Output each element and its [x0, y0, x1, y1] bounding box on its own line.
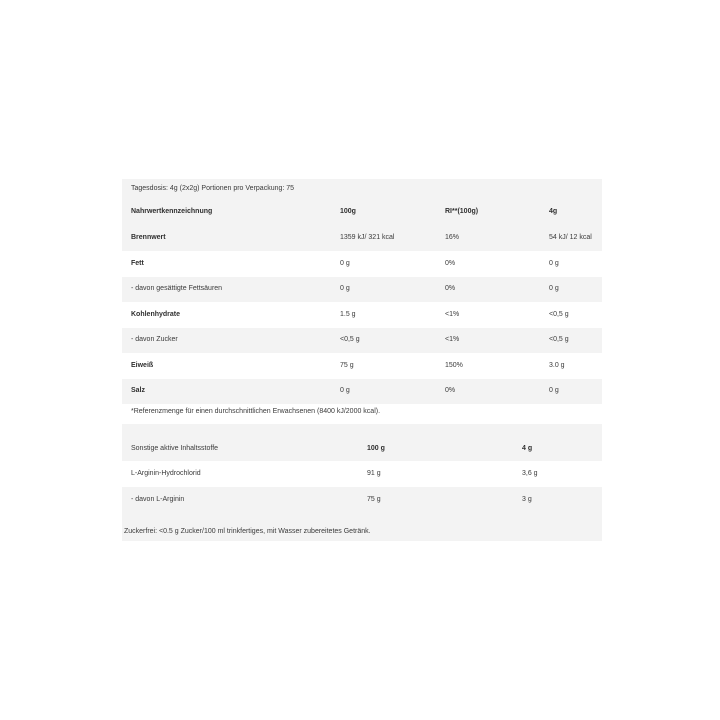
value-4g: 54 kJ/ 12 kcal	[549, 234, 592, 241]
value-ri: 16%	[445, 234, 460, 241]
header-per-100g: 100g	[340, 208, 356, 215]
value-4g: 3.0 g	[549, 362, 565, 369]
row-label: Eiweiß	[131, 362, 154, 369]
header-ri: RI**(100g)	[445, 208, 479, 215]
other-header-row	[122, 440, 602, 461]
row-label: Salz	[131, 387, 146, 394]
table-row	[122, 328, 602, 353]
table-row	[122, 379, 602, 404]
header-nutrition-label: Nahrwertkennzeichnung	[131, 208, 213, 215]
table-row	[122, 225, 602, 251]
value-100g: 1.5 g	[340, 311, 356, 318]
value-100g: 91 g	[367, 470, 381, 477]
value-4g: <0,5 g	[549, 336, 569, 343]
value-100g: 75 g	[340, 362, 354, 369]
value-ri: <1%	[445, 336, 460, 343]
value-ri: 0%	[445, 387, 456, 394]
value-100g: <0,5 g	[340, 336, 360, 343]
header-per-100g: 100 g	[367, 445, 385, 452]
header-other-ingredients: Sonstige aktive Inhaltsstoffe	[131, 445, 219, 452]
value-100g: 0 g	[340, 285, 350, 292]
value-100g: 1359 kJ/ 321 kcal	[340, 234, 395, 241]
value-4g: 0 g	[549, 387, 559, 394]
table-row	[122, 251, 602, 277]
value-ri: 0%	[445, 285, 456, 292]
value-ri: 150%	[445, 362, 463, 369]
value-100g: 0 g	[340, 387, 350, 394]
row-label: - davon Zucker	[131, 336, 178, 343]
value-ri: 0%	[445, 260, 456, 267]
value-100g: 75 g	[367, 496, 381, 503]
serving-info-text: Tagesdosis: 4g (2x2g) Portionen pro Verpackung: 75	[131, 185, 295, 192]
row-label: - davon L-Arginin	[131, 496, 185, 503]
table-row	[122, 461, 602, 487]
row-label: Brennwert	[131, 234, 166, 241]
value-4g: 0 g	[549, 260, 559, 267]
footnote-text: *Referenzmenge für einen durchschnittlichen Erwachsenen (8400 kJ/2000 kcal).	[131, 408, 381, 415]
table-row	[122, 353, 602, 379]
row-label: L-Arginin-Hydrochlorid	[131, 470, 201, 477]
nutrition-facts-panel	[122, 179, 602, 541]
value-4g: 0 g	[549, 285, 559, 292]
row-label: - davon gesättigte Fettsäuren	[131, 285, 223, 292]
value-100g: 0 g	[340, 260, 350, 267]
value-4g: 3 g	[522, 496, 532, 503]
row-label: Kohlenhydrate	[131, 311, 181, 318]
table-row	[122, 487, 602, 513]
footnote-row	[122, 404, 602, 424]
table-row	[122, 302, 602, 328]
value-ri: <1%	[445, 311, 460, 318]
table-row	[122, 277, 602, 302]
bottom-note-row	[122, 513, 602, 541]
nutrition-header-row	[122, 200, 602, 225]
header-per-4g: 4 g	[522, 445, 533, 452]
spacer-row	[122, 424, 602, 440]
value-4g: <0,5 g	[549, 311, 569, 318]
header-per-4g: 4g	[549, 208, 558, 215]
row-label: Fett	[131, 260, 144, 267]
serving-info-row	[122, 179, 602, 200]
bottom-note-text: Zuckerfrei: <0.5 g Zucker/100 ml trinkfertiges, mit Wasser zubereitetes Getränk.	[124, 528, 371, 535]
value-4g: 3,6 g	[522, 470, 538, 477]
